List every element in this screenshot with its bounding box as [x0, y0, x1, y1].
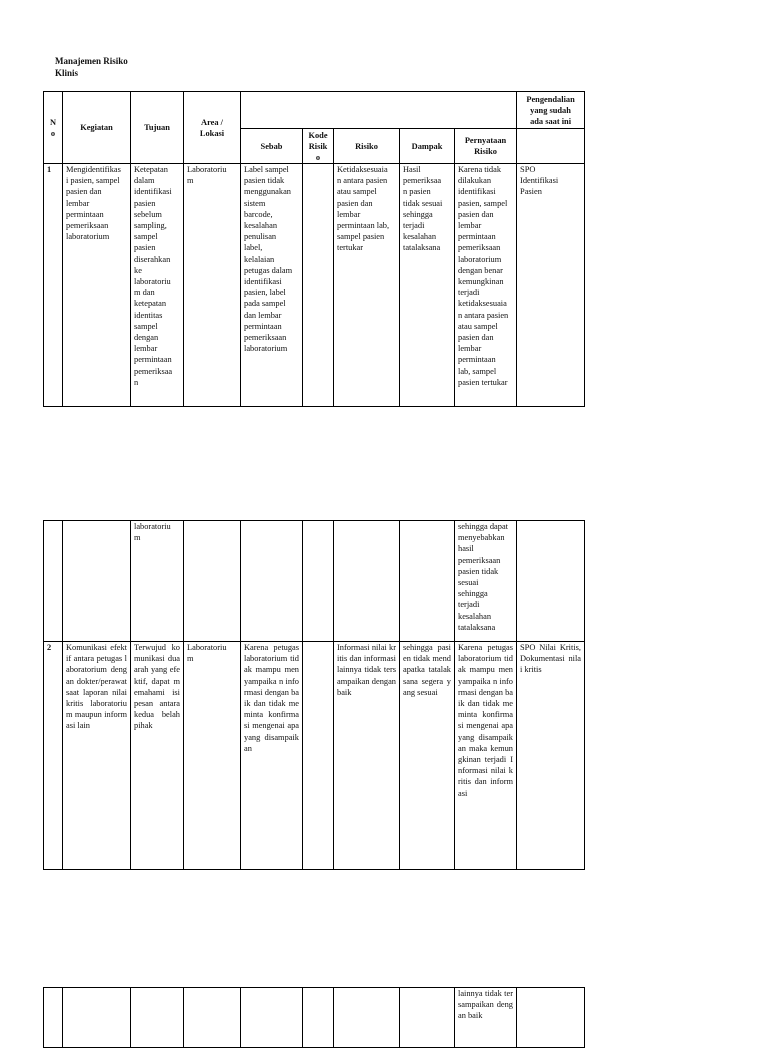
cell-kegiatan: Komunikasi efektif antara petugas laboratorium dengan dokter/perawat saat laporan nilai kritis laboratorium maupun informasi lain — [63, 642, 131, 870]
header-kegiatan: Kegiatan — [63, 92, 131, 164]
cont-dampak — [400, 521, 455, 642]
cell-dampak: sehingga pasien tidak mendapatka tatalaksana segera yang sesuai — [400, 642, 455, 870]
cont-sebab — [241, 988, 303, 1048]
table-row — [44, 164, 585, 407]
cell-tujuan: Terwujud komunikasi dua arah yang efektif, dapat memahami isi pesan antara kedua belah pihak — [131, 642, 184, 870]
table-row — [44, 642, 585, 870]
cont-tujuan: laboratoriu m — [131, 521, 184, 642]
cont-kegiatan — [63, 521, 131, 642]
cont-tujuan — [131, 988, 184, 1048]
row-no: 2 — [44, 642, 63, 870]
risk-table-part-3 — [43, 987, 585, 1048]
cell-tujuan: Ketepatan dalam identifikasi pasien sebelum sampling, sampel pasien diserahkan ke laboratoriu m dan ketepatan identitas sampel dengan lembar permintaan pemeriksaa n — [131, 164, 184, 407]
header-sebab: Sebab — [241, 129, 303, 164]
cont-pernyataan: lainnya tidak tersampaikan dengan baik — [455, 988, 517, 1048]
cell-risiko: Informasi nilai kritis dan informasi lainnya tidak tersampaikan dengan baik — [334, 642, 400, 870]
cont-area — [184, 988, 241, 1048]
cell-pengendalian: SPO Nilai Kritis, Dokumentasi nilai kritis — [517, 642, 585, 870]
cell-kode — [303, 164, 334, 407]
header-pengendalian: Pengendalian yang sudah ada saat ini — [517, 92, 585, 129]
header-area: Area / Lokasi — [184, 92, 241, 164]
cont-kegiatan — [63, 988, 131, 1048]
cont-risiko — [334, 521, 400, 642]
header-no: N o — [44, 92, 63, 164]
cell-kegiatan: Mengidentifikas i pasien, sampel pasien dan lembar permintaan pemeriksaan laboratorium — [63, 164, 131, 407]
cont-dampak — [400, 988, 455, 1048]
cont-no — [44, 521, 63, 642]
header-pernyataan: Pernyataan Risiko — [455, 129, 517, 164]
header-risiko: Risiko — [334, 129, 400, 164]
document-title: Manajemen Risiko Klinis — [55, 56, 128, 78]
cont-area — [184, 521, 241, 642]
cont-sebab — [241, 521, 303, 642]
cont-risiko — [334, 988, 400, 1048]
cell-area: Laboratoriu m — [184, 642, 241, 870]
cont-no — [44, 988, 63, 1048]
cell-dampak: Hasil pemeriksaa n pasien tidak sesuai sehingga terjadi kesalahan tatalaksana — [400, 164, 455, 407]
header-kode: Kode Risik o — [303, 129, 334, 164]
header-pengendalian-empty — [517, 129, 585, 164]
header-tujuan: Tujuan — [131, 92, 184, 164]
cell-pernyataan: Karena petugas laboratorium tidak mampu menyampaika n informasi dengan baik dan tidak meminta konfirmasi mengenai apa yang disampaikan maka kemungkinan terjadi Informasi nilai kritis dan informasi — [455, 642, 517, 870]
cell-kode — [303, 642, 334, 870]
header-group-empty — [241, 92, 517, 129]
header-dampak: Dampak — [400, 129, 455, 164]
cell-risiko: Ketidaksesuaia n antara pasien atau sampel pasien dan lembar permintaan lab, sampel pasien tertukar — [334, 164, 400, 407]
cell-sebab: Karena petugas laboratorium tidak mampu menyampaika n informasi dengan baik dan tidak meminta konfirmasi mengenai apa yang disampaikan — [241, 642, 303, 870]
cont-pernyataan: sehingga dapat menyebabkan hasil pemeriksaan pasien tidak sesuai sehingga terjadi kesalahan tatalaksana — [455, 521, 517, 642]
cont-pengendalian — [517, 988, 585, 1048]
cont-kode — [303, 521, 334, 642]
cell-area: Laboratoriu m — [184, 164, 241, 407]
table-row — [44, 521, 585, 642]
cont-kode — [303, 988, 334, 1048]
cell-sebab: Label sampel pasien tidak menggunakan sistem barcode, kesalahan penulisan label, kelalaian petugas dalam identifikasi pasien, label pada sampel dan lembar permintaan pemeriksaan laboratorium — [241, 164, 303, 407]
risk-table-part-2 — [43, 520, 585, 870]
cont-pengendalian — [517, 521, 585, 642]
risk-table-part-1 — [43, 91, 585, 407]
cell-pengendalian: SPO Identifikasi Pasien — [517, 164, 585, 407]
row-no: 1 — [44, 164, 63, 407]
cell-pernyataan: Karena tidak dilakukan identifikasi pasien, sampel pasien dan lembar permintaan pemeriksaan laboratorium dengan benar kemungkinan terjadi ketidaksesuaia n antara pasien atau sampel pasien dan lembar permintaan lab, sampel pasien tertukar — [455, 164, 517, 407]
table-row — [44, 988, 585, 1048]
